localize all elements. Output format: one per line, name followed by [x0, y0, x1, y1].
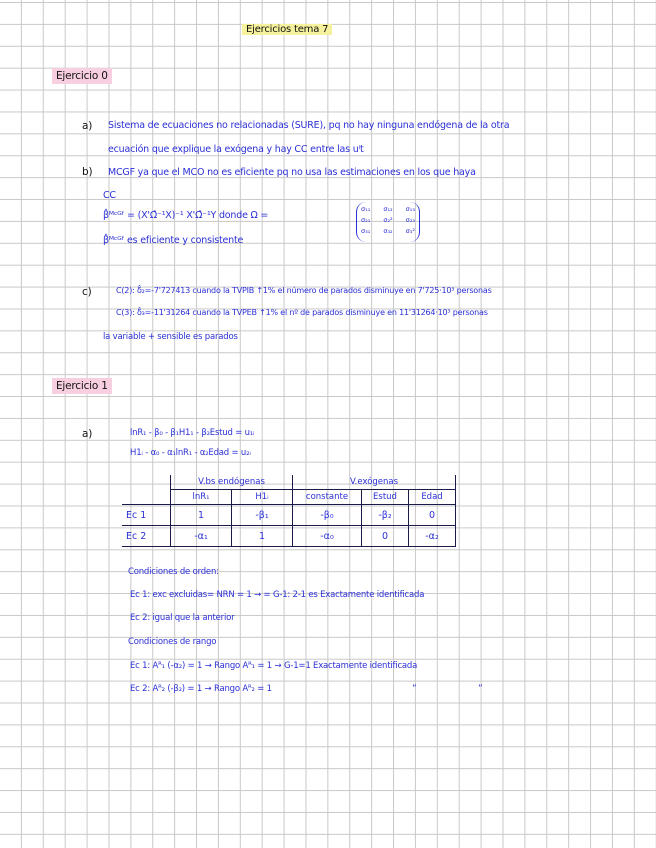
matrix-cell: σ₃₁: [361, 227, 371, 235]
table-cell: 0: [362, 526, 409, 547]
matrix-cell: σ₃₂: [383, 227, 393, 235]
table-cell: 0: [409, 505, 456, 526]
ex0-a-label: a): [82, 120, 93, 132]
table-cell: -β₀: [293, 505, 362, 526]
ex0-b-line3: β̂ᴹᶜᴳᶠ es eficiente y consistente: [103, 235, 244, 246]
table-cell: -β₂: [362, 505, 409, 526]
ex1-eq2: H1ᵢ - α₀ - α₁lnR₁ - α₂Edad = u₂ᵢ: [130, 448, 251, 458]
table-col-header: lnR₁: [171, 490, 232, 505]
ec2-orden: Ec 2: igual que la anterior: [130, 613, 235, 623]
ex0-b-formula: β̂ᴹᶜᴳᶠ = (X'Ω̂⁻¹X)⁻¹ X'Ω̂⁻¹Y donde Ω =: [103, 210, 269, 221]
ditto-mark: ”: [412, 684, 417, 694]
table-corner: [122, 475, 171, 490]
matrix-cell: σ₂₁: [361, 216, 371, 224]
page-title: Ejercicios tema 7: [242, 24, 332, 35]
matrix-cell: σ₂₃: [405, 216, 415, 224]
table-col-header: H1ᵢ: [232, 490, 293, 505]
ec1-orden: Ec 1: exc excluidas= NRN = 1 → = G-1: 2-1 es Exactamente identificada: [130, 590, 425, 600]
table-row-label: Ec 1: [122, 505, 171, 526]
table-cell: -α₂: [409, 526, 456, 547]
ex0-c-line2: C(3): δ̂₃=-11'31264 cuando la TVPEB ↑1% el nº de parados disminuye en 11'31264·10³ personas: [116, 308, 488, 317]
matrix-row-3: [361, 226, 415, 237]
table-row: [122, 526, 456, 547]
ex0-b-line1: MCGF ya que el MCO no es eficiente pq no usa las estimaciones en los que haya: [108, 167, 476, 178]
ex0-b-label: b): [82, 166, 93, 178]
matrix-cell: σ₂²: [383, 216, 393, 224]
ex1-a-label: a): [82, 428, 93, 440]
coefficient-table: [122, 475, 456, 547]
exercise-1-heading: Ejercicio 1: [52, 378, 112, 394]
ec2-rango: Ec 2: Aᴿ₂ (-β₂) = 1 → Rango Aᴿ₂ = 1: [130, 684, 272, 694]
table-col-header: constante: [293, 490, 362, 505]
table-cell: -β₁: [232, 505, 293, 526]
ex0-a-line1: Sistema de ecuaciones no relacionadas (SURE), pq no hay ninguna endógena de la otra: [108, 120, 510, 131]
omega-matrix: [356, 202, 420, 242]
ditto-mark: ”: [478, 684, 483, 694]
table-cell: 1: [232, 526, 293, 547]
matrix-cell: σ₁₃: [405, 205, 415, 213]
ec1-rango: Ec 1: Aᴿ₁ (-α₂) = 1 → Rango Aᴿ₁ = 1 → G-1=1 Exactamente identificada: [130, 661, 418, 671]
ex0-c-line3: la variable + sensible es parados: [103, 332, 238, 342]
ex0-a-line2: ecuación que explique la exógena y hay CC entre las uⁱt: [108, 144, 364, 155]
table-group-endog: V.bs endógenas: [171, 475, 293, 490]
matrix-cell: σ₃²: [405, 227, 415, 235]
matrix-cell: σ₁₂: [383, 205, 393, 213]
table-group-exog: V.exógenas: [293, 475, 456, 490]
ex1-eq1: lnR₁ - β₀ - β₁H1₁ - β₂Estud = u₁ᵢ: [130, 428, 255, 438]
matrix-cell: σ₁₁: [361, 205, 371, 213]
cond-orden-heading: Condiciones de orden:: [128, 567, 219, 577]
table-cell: -α₀: [293, 526, 362, 547]
matrix-row-2: [361, 215, 415, 226]
matrix-row-1: [361, 204, 415, 215]
table-col-header: Edad: [409, 490, 456, 505]
table-row: [122, 505, 456, 526]
cond-rango-heading: Condiciones de rango: [128, 637, 217, 647]
table-row-label: Ec 2: [122, 526, 171, 547]
exercise-0-heading: Ejercicio 0: [52, 68, 112, 84]
ex0-c-label: c): [82, 286, 92, 298]
table-corner-2: [122, 490, 171, 505]
table-col-header: Estud: [362, 490, 409, 505]
table-cell: 1: [171, 505, 232, 526]
table-cell: -α₁: [171, 526, 232, 547]
ex0-c-line1: C(2): δ̂₂=-7'727413 cuando la TVPIB ↑1% el número de parados disminuye en 7'725·10³ personas: [116, 286, 492, 295]
ex0-b-line2: CC: [103, 190, 116, 201]
